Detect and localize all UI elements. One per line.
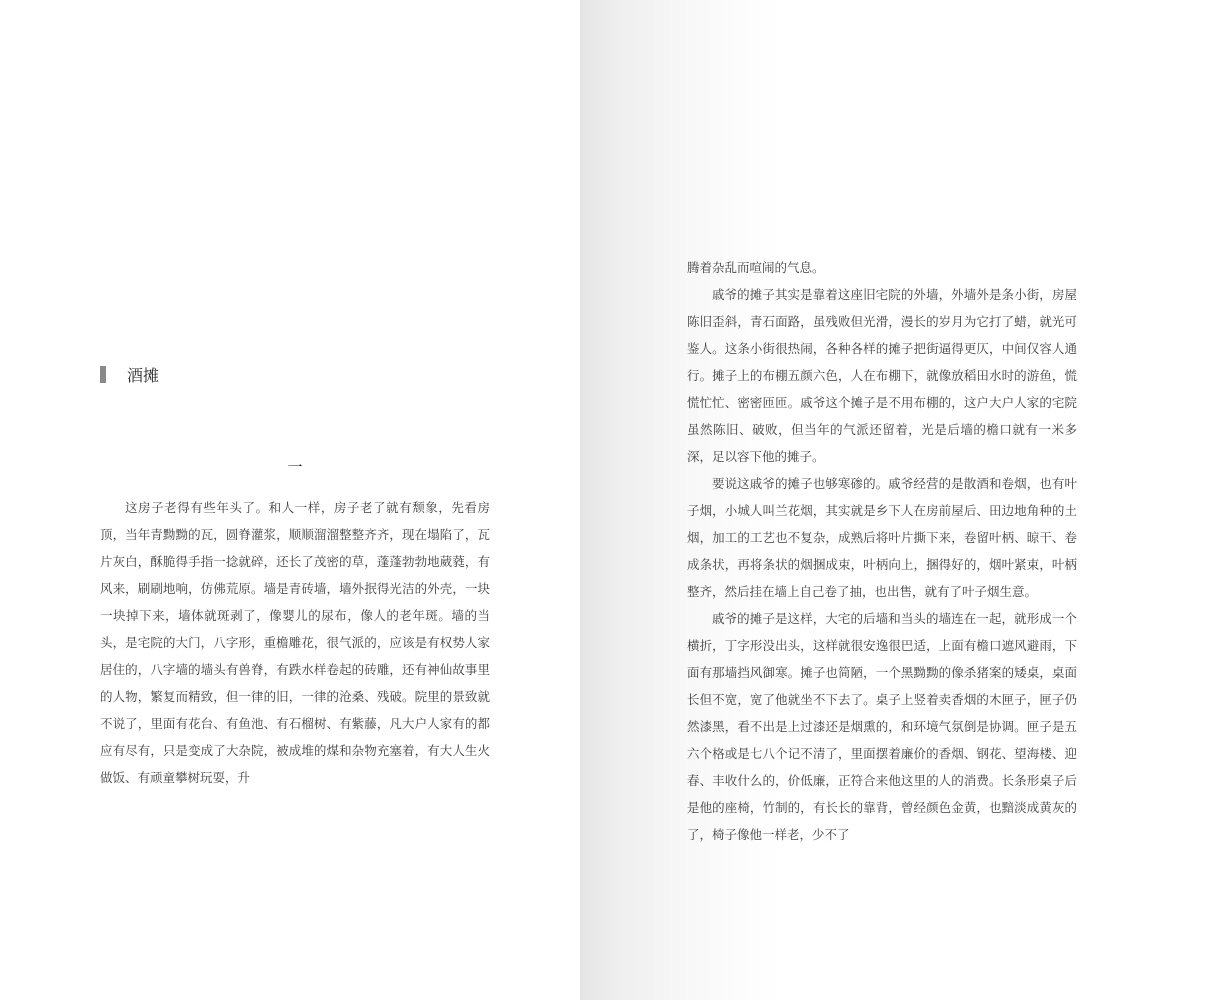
chapter-heading <box>100 362 159 386</box>
left-page <box>0 0 580 1000</box>
paragraph: 要说这戚爷的摊子也够寒碜的。戚爷经营的是散酒和卷烟，也有叶子烟，小城人叫兰花烟，其实就是乡下人在房前屋后、田边地角种的土烟，加工的工艺也不复杂，成熟后将叶片撕下来，卷留叶柄、晾干、卷成条状，再将条状的烟捆成束，叶柄向上，捆得好的，烟叶紧束，叶柄整齐，然后挂在墙上自己卷了抽，也出售，就有了叶子烟生意。 <box>687 476 1077 599</box>
chapter-title: 酒摊 <box>127 365 160 385</box>
left-page-body <box>100 494 490 791</box>
right-page-body <box>687 254 1077 848</box>
paragraph: 腾着杂乱而喧闹的气息。 <box>687 260 825 275</box>
paragraph: 戚爷的摊子其实是靠着这座旧宅院的外墙，外墙外是条小街，房屋陈旧歪斜，青石面路，虽残败但光滑，漫长的岁月为它打了蜡，就光可鉴人。这条小街很热闹，各种各样的摊子把街逼得更仄，中间仅容人通行。摊子上的布棚五颜六色，人在布棚下，就像放稻田水时的游鱼，慌慌忙忙、密密匝匝。戚爷这个摊子是不用布棚的，这户大户人家的宅院虽然陈旧、破败，但当年的气派还留着，光是后墙的檐口就有一米多深，足以容下他的摊子。 <box>687 287 1077 464</box>
chapter-marker-bar <box>100 366 106 383</box>
paragraph: 这房子老得有些年头了。和人一样，房子老了就有颓象，先看房顶，当年青黝黝的瓦，圆脊灌浆，顺顺溜溜整整齐齐，现在塌陷了，瓦片灰白，酥脆得手指一捻就碎，还长了茂密的草，蓬蓬勃勃地葳蕤，有风来，刷刷地响，仿佛荒原。墙是青砖墙，墙外抿得光洁的外壳，一块一块掉下来，墙体就斑剥了，像婴儿的尿布，像人的老年斑。墙的当头，是宅院的大门，八字形，重檐雕花，很气派的，应该是有权势人家居住的，八字墙的墙头有兽脊，有跌水样卷起的砖雕，还有神仙故事里的人物，繁复而精致，但一律的旧，一律的沧桑、残破。院里的景致就不说了，里面有花台、有鱼池、有石榴树、有紫藤，凡大户人家有的都应有尽有，只是变成了大杂院，被成堆的煤和杂物充塞着，有大人生火做饭、有顽童攀树玩耍，升 <box>100 500 490 785</box>
section-number: 一 <box>287 458 303 476</box>
paragraph: 戚爷的摊子是这样，大宅的后墙和当头的墙连在一起，就形成一个横折，丁字形没出头，这样就很安逸很巴适，上面有檐口遮风避雨，下面有那墙挡风御寒。摊子也简陋，一个黑黝黝的像杀猪案的矮桌，桌面长但不宽，宽了他就坐不下去了。桌子上竖着卖香烟的木匣子，匣子仍然漆黑，看不出是上过漆还是烟熏的，和环境气氛倒是协调。匣子是五六个格或是七八个记不清了，里面摆着廉价的香烟、钢花、望海楼、迎春、丰收什么的，价低廉，正符合来他这里的人的消费。长条形桌子后是他的座椅，竹制的，有长长的靠背，曾经颜色金黄，也黯淡成黄灰的了，椅子像他一样老，少不了 <box>687 611 1077 842</box>
